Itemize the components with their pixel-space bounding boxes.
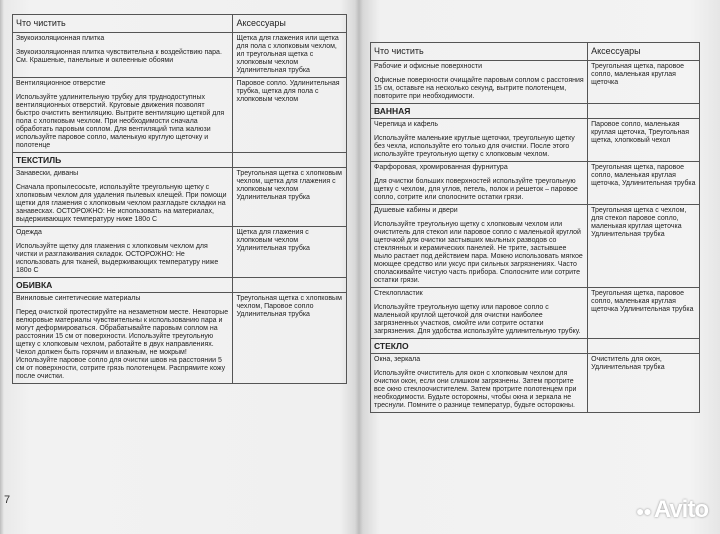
section-row [13, 153, 347, 168]
table-row [13, 78, 347, 153]
item-cell [371, 119, 588, 162]
header-cell: Что чистить [13, 15, 233, 33]
item-instructions: Используйте маленькие круглые щеточки, треугольную щетку без чехла, используйте его только для очистки. После этого используйте треугольную щетку с хлопковым чехлом. [374, 135, 575, 158]
item-cell [13, 33, 233, 78]
accessories-cell: Щетка для глажения или щетка для пола с хлопковым чехлом, ил треугольная щетка с хлопковым чехлом Удлинительная трубка [233, 33, 347, 78]
item-instructions: Используйте треугольную щетку или паровое сопло с маленькой круглой щеточкой для очистки наиболее загрязненных участков, смойте или сотрите остатки загрязнения. Для удобства используйте удлинительную трубку. [374, 304, 581, 335]
table-row [371, 354, 700, 413]
avito-logo-icon: ●● [635, 502, 651, 519]
item-category: Фарфоровая, хромированная фурнитура [374, 164, 508, 171]
item-instructions: Используйте удлинительную трубку для труднодоступных вентиляционных отверстий. Круговые движения позволят быстро очистить вентиляцию. Вытрите вентиляцию щеткой для пола с хлопковым чехлом. При необходимости сначала обработать паровым соплом. Для вентиляций типа жалюзи используйте паровое сопло, маленькую круглую щеточку и полотенце [16, 94, 225, 149]
table-header [13, 15, 347, 33]
section-row [371, 339, 700, 354]
table-row [13, 33, 347, 78]
item-cell [371, 61, 588, 104]
item-category: Черепица и кафель [374, 121, 439, 128]
table-row [371, 61, 700, 104]
page-number: 7 [4, 494, 11, 506]
item-instructions: Сначала пропылесосьте, используйте треугольную щетку с хлопковым чехлом для удаления пылевых клещей. При помощи щетки для глажения с хлопковым чехлом разгладьте складки на занавесках. ОСТОРОЖНО: Не использовать на материалах, выдерживающих температуру ниже 180о С [16, 184, 227, 223]
table-row [371, 119, 700, 162]
item-category: Занавески, диваны [16, 170, 79, 177]
section-row [13, 278, 347, 293]
section-empty [233, 278, 347, 293]
item-cell [13, 78, 233, 153]
table-row [371, 288, 700, 339]
right-page [370, 42, 700, 413]
item-instructions: Используйте треугольную щетку с хлопковым чехлом или очиститель для стекол или паровое сопло с маленькой круглой щеточкой для очистки застывших мыльных разводов со стеклянных и керамических панелей. Не трите, застывшее мыло растает под действием пара. Можно использовать мягкое моющее средство или уксус при сильных загрязнениях. Часто споласкивайте чистую часть прибора. Сполосните или сотрите остатки грязи. [374, 221, 583, 284]
accessories-cell: Треугольная щетка, паровое сопло, маленькая круглая щеточка [588, 61, 700, 104]
accessories-cell: Треугольная щетка с хлопковым чехлом, щетка для глажения с хлопковым чехлом Удлинительная трубка [233, 168, 347, 227]
item-instructions: Для очистки больших поверхностей используйте треугольную щетку с чехлом, для углов, петель, полок и решеток – паровое сопло, сотрите или сполосните остатки грязи. [374, 178, 578, 201]
section-empty [588, 104, 700, 119]
section-row [371, 104, 700, 119]
right-table [370, 42, 700, 413]
header-cell: Аксессуары [233, 15, 347, 33]
accessories-cell: Треугольная щетка, паровое сопло, маленькая круглая щеточка Удлинительная трубка [588, 288, 700, 339]
item-cell [13, 293, 233, 384]
section-title: ВАННАЯ [371, 104, 588, 119]
item-instructions: Звукоизоляционная плитка чувствительна к воздействию пара. См. Крашеные, панельные и оклеенные обоями [16, 49, 222, 64]
table-row [13, 227, 347, 278]
section-title: ОБИВКА [13, 278, 233, 293]
accessories-cell: Треугольная щетка, паровое сопло, маленькая круглая щеточка, Удлинительная трубка [588, 162, 700, 205]
left-page [12, 14, 347, 384]
item-cell [371, 354, 588, 413]
item-category: Вентиляционное отверстие [16, 80, 106, 87]
item-cell [371, 288, 588, 339]
item-category: Звукоизоляционная плитка [16, 35, 105, 42]
header-cell: Аксессуары [588, 43, 700, 61]
item-cell [13, 227, 233, 278]
item-instructions: Используйте щетку для глажения с хлопковым чехлом для чистки и разглаживания складок. ОСТОРОЖНО: Не использовать для тканей, выдерживающих температуру ниже 180о С [16, 243, 219, 274]
accessories-cell: Треугольная щетка с хлопковым чехлом, Паровое сопло Удлинительная трубка [233, 293, 347, 384]
table-header [371, 43, 700, 61]
item-cell [371, 162, 588, 205]
avito-watermark: ●● Avito [635, 496, 708, 523]
table-row [371, 205, 700, 288]
item-instructions: Используйте очиститель для окон с хлопковым чехлом для очистки окон, если они слишком загрязнены. Затем протрите все окно стеклоочистителем. Затем протрите полотенцем при необходимости. Будьте осторожны, чтобы окна и зеркала не треснули. Помните о разнице температур, будьте осторожны. [374, 370, 577, 409]
item-category: Виниловые синтетические материалы [16, 295, 141, 302]
table-row [13, 168, 347, 227]
accessories-cell: Паровое сопло, маленькая круглая щеточка, Треугольная щетка, хлопковый чехол [588, 119, 700, 162]
section-empty [233, 153, 347, 168]
left-table [12, 14, 347, 384]
accessories-cell: Треугольная щетка с чехлом, для стекол паровое сопло, маленькая круглая щеточка Удлинительная трубка [588, 205, 700, 288]
item-instructions: Перед очисткой протестируйте на незаметном месте. Некоторые велюровые материалы чувствительны к использованию пара и могут деформироваться. Обрабатывайте паровым соплом на расстоянии 15 см от поверхности. Используйте треугольную щетку с хлопковым чехлом, работайте в двух направлениях. Чехол должен быть горячим и влажным, не мокрым! Используйте паровое сопло для очистки швов на расстоянии 5 см от поверхности, сотрите грязь полотенцем. Распрямите кожу после очистки. [16, 309, 229, 380]
section-empty [588, 339, 700, 354]
item-category: Стеклопластик [374, 290, 423, 297]
item-cell [371, 205, 588, 288]
item-category: Рабочие и офисные поверхности [374, 63, 483, 70]
section-title: СТЕКЛО [371, 339, 588, 354]
table-row [13, 293, 347, 384]
table-row [371, 162, 700, 205]
item-category: Окна, зеркала [374, 356, 421, 363]
item-category: Душевые кабины и двери [374, 207, 458, 214]
section-title: ТЕКСТИЛЬ [13, 153, 233, 168]
item-cell [13, 168, 233, 227]
accessories-cell: Очиститель для окон, Удлинительная трубка [588, 354, 700, 413]
accessories-cell: Паровое сопло. Удлинительная трубка, щетка для пола с хлопковым чехлом [233, 78, 347, 153]
item-category: Одежда [16, 229, 42, 236]
header-cell: Что чистить [371, 43, 588, 61]
accessories-cell: Щетка для глажения с хлопковым чехлом Удлинительная трубка [233, 227, 347, 278]
item-instructions: Офисные поверхности очищайте паровым соплом с расстояния 15 см, оставьте на несколько секунд, вытрите полотенцем, повторите при необходимости. [374, 77, 584, 100]
